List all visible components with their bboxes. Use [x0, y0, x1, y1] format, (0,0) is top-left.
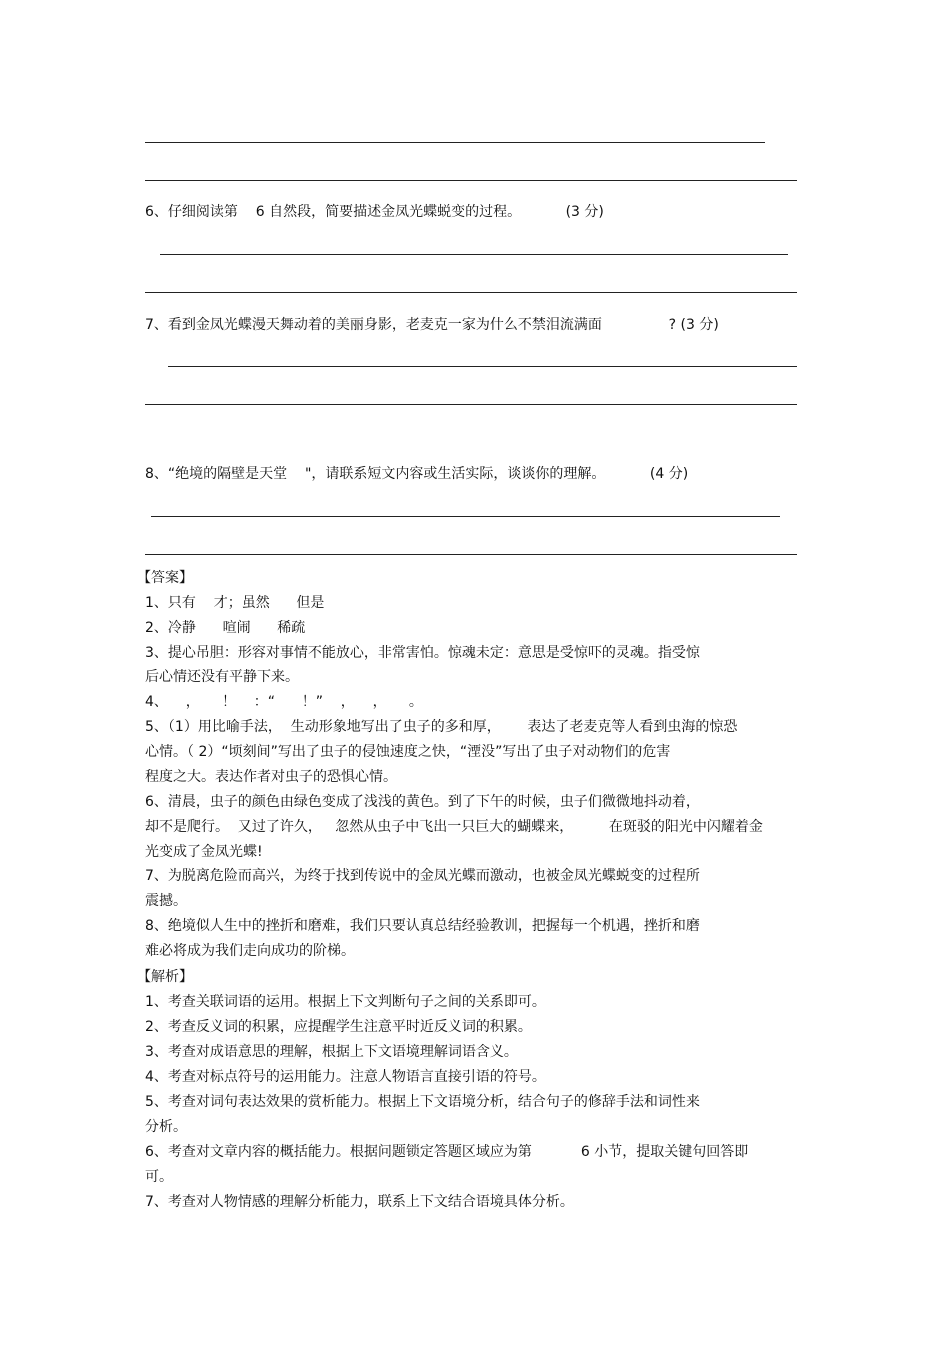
answer-line [151, 516, 780, 517]
answer-line-text: 8、绝境似人生中的挫折和磨难，我们只要认真总结经验教训，把握每一个机遇，挫折和磨 [145, 918, 700, 934]
answer-line-text: 震撼。 [145, 893, 187, 909]
answer-line-text: 心情。（ 2）“顷刻间”写出了虫子的侵蚀速度之快，“湮没”写出了虫子对动物们的危害 [145, 744, 671, 760]
analysis-line-text: 3、考查对成语意思的理解，根据上下文语境理解词语含义。 [145, 1044, 518, 1060]
answer-line [160, 254, 788, 255]
question-7: 7、看到金凤光蝶漫天舞动着的美丽身影，老麦克一家为什么不禁泪流满面 ? (3 分) [145, 317, 719, 333]
answer-line-text: 程度之大。表达作者对虫子的恐惧心情。 [145, 769, 397, 785]
answer-line-text: 5、（1）用比喻手法， 生动形象地写出了虫子的多和厚， 表达了老麦克等人看到虫海的惊恐 [145, 719, 738, 735]
analysis-line-text: 5、考查对词句表达效果的赏析能力。根据上下文语境分析，结合句子的修辞手法和词性来 [145, 1094, 700, 1110]
answer-line [145, 292, 797, 293]
answer-line [145, 180, 797, 181]
answer-line [145, 554, 797, 555]
answer-line-text: 后心情还没有平静下来。 [145, 669, 299, 685]
analysis-line-text: 6、考查对文章内容的概括能力。根据问题锁定答题区域应为第 6 小节，提取关键句回答即 [145, 1144, 749, 1160]
answers-heading: 【答案】 [137, 570, 193, 586]
answer-line-text: 6、清晨，虫子的颜色由绿色变成了浅浅的黄色。到了下午的时候，虫子们微微地抖动着， [145, 794, 700, 810]
answer-line-text: 2、冷静 喧闹 稀疏 [145, 620, 306, 636]
analysis-line-text: 可。 [145, 1169, 173, 1185]
analysis-line-text: 1、考查关联词语的运用。根据上下文判断句子之间的关系即可。 [145, 994, 546, 1010]
answer-line-text: 7、为脱离危险而高兴，为终于找到传说中的金凤光蝶而激动，也被金凤光蝶蜕变的过程所 [145, 868, 700, 884]
question-8: 8、“绝境的隔壁是天堂 "，请联系短文内容或生活实际，谈谈你的理解。 (4 分) [145, 466, 689, 482]
answer-line-text: 光变成了金凤光蝶! [145, 844, 263, 860]
answer-line [145, 142, 765, 143]
question-6: 6、仔细阅读第 6 自然段，简要描述金凤光蝶蜕变的过程。 (3 分) [145, 204, 604, 220]
answer-line-text: 难必将成为我们走向成功的阶梯。 [145, 943, 355, 959]
answer-line-text: 1、只有 才；虽然 但是 [145, 595, 325, 611]
answer-line-text: 却不是爬行。 又过了许久， 忽然从虫子中飞出一只巨大的蝴蝶来， 在斑驳的阳光中闪耀着金 [145, 819, 763, 835]
analysis-line-text: 4、考查对标点符号的运用能力。注意人物语言直接引语的符号。 [145, 1069, 546, 1085]
analysis-line-text: 7、考查对人物情感的理解分析能力，联系上下文结合语境具体分析。 [145, 1194, 574, 1210]
answer-line [145, 404, 797, 405]
answer-line-text: 3、提心吊胆：形容对事情不能放心，非常害怕。惊魂未定：意思是受惊吓的灵魂。指受惊 [145, 645, 700, 661]
analysis-line-text: 分析。 [145, 1119, 187, 1135]
analysis-heading: 【解析】 [137, 969, 193, 985]
analysis-line-text: 2、考查反义词的积累，应提醒学生注意平时近反义词的积累。 [145, 1019, 532, 1035]
answer-line-text: 4、 ， ！ ：“ ！” ， ， 。 [145, 694, 423, 710]
answer-line [168, 366, 797, 367]
